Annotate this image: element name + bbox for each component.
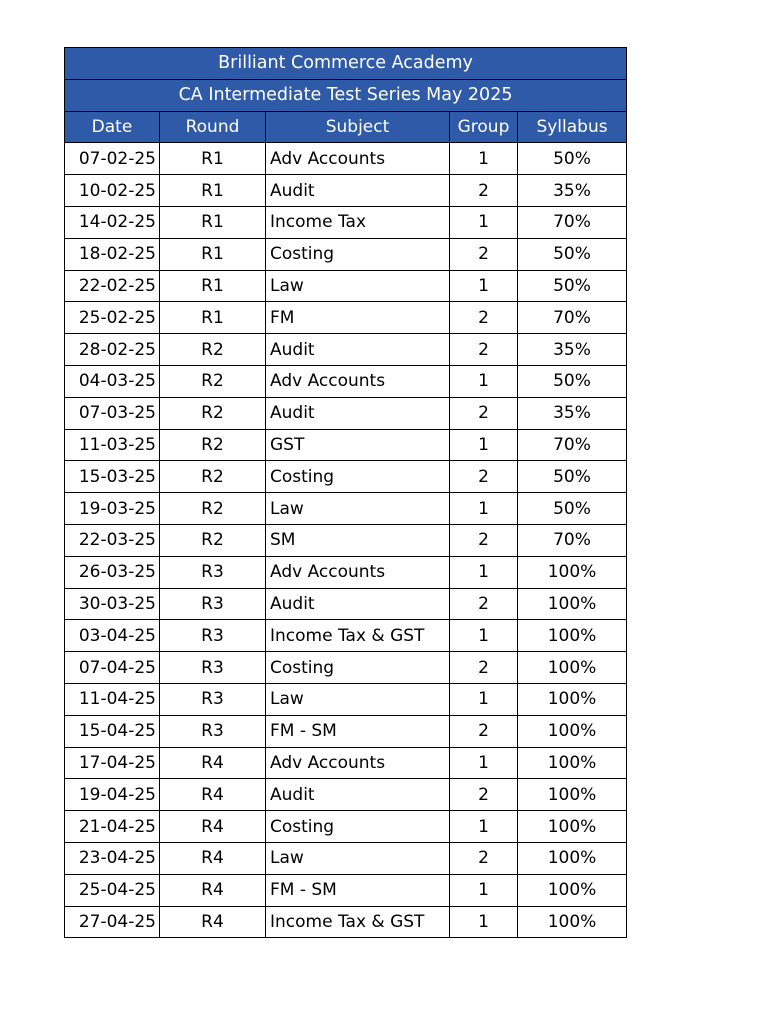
cell-round: R4 [160,842,266,874]
table-row [65,429,627,461]
cell-subject: Audit [266,779,450,811]
cell-round: R1 [160,143,266,175]
cell-date: 19-04-25 [65,779,160,811]
cell-subject: FM - SM [266,874,450,906]
table-row [65,588,627,620]
cell-round: R4 [160,811,266,843]
cell-subject: GST [266,429,450,461]
table-row [65,811,627,843]
cell-round: R3 [160,588,266,620]
cell-syllabus: 50% [518,143,627,175]
academy-title: Brilliant Commerce Academy [65,48,627,80]
cell-group: 1 [450,874,518,906]
cell-group: 2 [450,175,518,207]
cell-syllabus: 35% [518,397,627,429]
cell-group: 1 [450,811,518,843]
cell-subject: Audit [266,588,450,620]
table-row [65,906,627,938]
cell-subject: Income Tax & GST [266,620,450,652]
cell-date: 25-02-25 [65,302,160,334]
cell-subject: Costing [266,461,450,493]
schedule-body [65,143,627,938]
cell-date: 15-03-25 [65,461,160,493]
cell-syllabus: 70% [518,206,627,238]
cell-group: 1 [450,683,518,715]
cell-date: 11-04-25 [65,683,160,715]
cell-group: 2 [450,461,518,493]
cell-date: 07-02-25 [65,143,160,175]
cell-group: 2 [450,652,518,684]
cell-round: R3 [160,652,266,684]
cell-date: 30-03-25 [65,588,160,620]
cell-syllabus: 100% [518,906,627,938]
table-row [65,524,627,556]
cell-round: R1 [160,238,266,270]
cell-date: 22-02-25 [65,270,160,302]
cell-syllabus: 100% [518,652,627,684]
cell-subject: FM [266,302,450,334]
table-row [65,715,627,747]
cell-syllabus: 100% [518,747,627,779]
cell-syllabus: 50% [518,270,627,302]
cell-group: 1 [450,270,518,302]
table-row [65,143,627,175]
table-row [65,302,627,334]
cell-syllabus: 100% [518,715,627,747]
cell-syllabus: 35% [518,334,627,366]
cell-round: R2 [160,334,266,366]
table-row [65,842,627,874]
cell-date: 14-02-25 [65,206,160,238]
cell-syllabus: 100% [518,811,627,843]
cell-date: 19-03-25 [65,493,160,525]
cell-round: R1 [160,206,266,238]
cell-subject: Costing [266,811,450,843]
cell-round: R1 [160,270,266,302]
cell-round: R3 [160,683,266,715]
column-header-row [65,111,627,143]
table-row [65,556,627,588]
table-row [65,397,627,429]
cell-group: 2 [450,779,518,811]
subtitle-row [65,79,627,111]
cell-round: R2 [160,493,266,525]
cell-date: 26-03-25 [65,556,160,588]
cell-syllabus: 100% [518,556,627,588]
table-row [65,747,627,779]
column-header-round: Round [160,111,266,143]
cell-round: R2 [160,397,266,429]
table-row [65,206,627,238]
cell-group: 1 [450,556,518,588]
cell-subject: Audit [266,334,450,366]
cell-syllabus: 100% [518,779,627,811]
cell-subject: Adv Accounts [266,365,450,397]
cell-subject: Adv Accounts [266,143,450,175]
cell-group: 1 [450,206,518,238]
table-row [65,683,627,715]
cell-group: 2 [450,302,518,334]
cell-syllabus: 70% [518,429,627,461]
table-row [65,874,627,906]
table-row [65,461,627,493]
cell-group: 1 [450,620,518,652]
cell-group: 1 [450,143,518,175]
cell-date: 04-03-25 [65,365,160,397]
cell-date: 10-02-25 [65,175,160,207]
cell-subject: Law [266,493,450,525]
cell-subject: Income Tax & GST [266,906,450,938]
table-row [65,365,627,397]
cell-round: R3 [160,556,266,588]
cell-round: R4 [160,906,266,938]
cell-syllabus: 100% [518,683,627,715]
cell-date: 21-04-25 [65,811,160,843]
cell-subject: Audit [266,397,450,429]
test-series-sheet [64,47,626,938]
cell-subject: Law [266,683,450,715]
cell-round: R1 [160,175,266,207]
cell-round: R3 [160,620,266,652]
cell-subject: Income Tax [266,206,450,238]
cell-date: 11-03-25 [65,429,160,461]
cell-round: R4 [160,779,266,811]
cell-syllabus: 100% [518,874,627,906]
cell-subject: Law [266,270,450,302]
cell-group: 2 [450,397,518,429]
cell-syllabus: 70% [518,524,627,556]
cell-syllabus: 100% [518,620,627,652]
cell-syllabus: 50% [518,238,627,270]
column-header-syllabus: Syllabus [518,111,627,143]
cell-date: 27-04-25 [65,906,160,938]
table-row [65,493,627,525]
cell-date: 03-04-25 [65,620,160,652]
table-row [65,652,627,684]
cell-date: 15-04-25 [65,715,160,747]
cell-subject: Costing [266,238,450,270]
cell-group: 2 [450,334,518,366]
column-header-group: Group [450,111,518,143]
cell-round: R2 [160,365,266,397]
cell-syllabus: 35% [518,175,627,207]
table-row [65,270,627,302]
cell-syllabus: 100% [518,842,627,874]
cell-date: 25-04-25 [65,874,160,906]
cell-date: 07-03-25 [65,397,160,429]
cell-date: 17-04-25 [65,747,160,779]
table-row [65,620,627,652]
title-row [65,48,627,80]
cell-round: R2 [160,461,266,493]
cell-syllabus: 100% [518,588,627,620]
cell-group: 1 [450,906,518,938]
cell-subject: Audit [266,175,450,207]
cell-date: 07-04-25 [65,652,160,684]
cell-syllabus: 50% [518,365,627,397]
cell-round: R2 [160,524,266,556]
cell-group: 2 [450,524,518,556]
cell-group: 2 [450,238,518,270]
column-header-subject: Subject [266,111,450,143]
cell-subject: SM [266,524,450,556]
cell-date: 22-03-25 [65,524,160,556]
cell-round: R4 [160,747,266,779]
series-subtitle: CA Intermediate Test Series May 2025 [65,79,627,111]
cell-group: 1 [450,493,518,525]
column-header-date: Date [65,111,160,143]
cell-group: 2 [450,842,518,874]
cell-subject: Adv Accounts [266,556,450,588]
cell-group: 1 [450,429,518,461]
cell-round: R4 [160,874,266,906]
cell-date: 28-02-25 [65,334,160,366]
cell-group: 1 [450,365,518,397]
cell-group: 2 [450,588,518,620]
cell-subject: Law [266,842,450,874]
cell-subject: Costing [266,652,450,684]
cell-date: 23-04-25 [65,842,160,874]
cell-group: 2 [450,715,518,747]
cell-round: R3 [160,715,266,747]
cell-date: 18-02-25 [65,238,160,270]
cell-group: 1 [450,747,518,779]
cell-syllabus: 70% [518,302,627,334]
cell-syllabus: 50% [518,493,627,525]
cell-subject: Adv Accounts [266,747,450,779]
table-row [65,175,627,207]
table-row [65,334,627,366]
cell-syllabus: 50% [518,461,627,493]
table-row [65,238,627,270]
table-row [65,779,627,811]
schedule-table [64,47,627,938]
cell-round: R1 [160,302,266,334]
cell-subject: FM - SM [266,715,450,747]
cell-round: R2 [160,429,266,461]
